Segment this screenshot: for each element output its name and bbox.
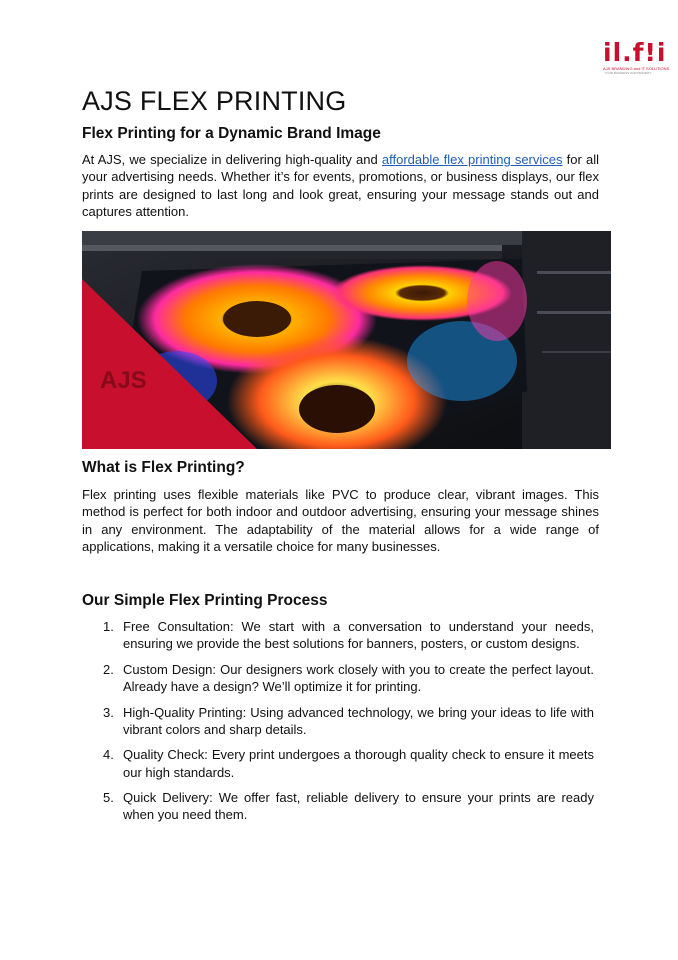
section-heading-what-is: What is Flex Printing? bbox=[82, 459, 245, 476]
list-item bbox=[82, 789, 594, 824]
page-title: AJS FLEX PRINTING bbox=[82, 86, 347, 116]
company-logo bbox=[603, 38, 670, 80]
hero-image-printer bbox=[82, 231, 611, 449]
list-item bbox=[82, 704, 594, 739]
hero-overlay-text: AJS bbox=[100, 367, 147, 394]
step-number: 4. bbox=[103, 747, 114, 763]
step-number: 3. bbox=[103, 704, 114, 720]
list-item bbox=[82, 618, 594, 653]
section-heading-dynamic-brand: Flex Printing for a Dynamic Brand Image bbox=[82, 125, 381, 142]
step-number: 5. bbox=[103, 790, 114, 806]
list-item bbox=[82, 746, 594, 781]
affordable-flex-printing-link[interactable]: affordable flex printing services bbox=[381, 152, 563, 167]
logo-mark: il.f!i bbox=[603, 38, 667, 67]
step-text: Custom Design: Our designers work closely with you to create the perfect layout. Already have a design? We’ll optimize it for printing. bbox=[123, 661, 594, 695]
step-text: Quick Delivery: We offer fast, reliable delivery to ensure your prints are ready when you need them. bbox=[123, 790, 594, 823]
list-item bbox=[82, 661, 594, 696]
intro-paragraph bbox=[82, 151, 599, 220]
step-text: High-Quality Printing: Using advanced technology, we bring your ideas to life with vibrant colors and sharp details. bbox=[123, 704, 594, 737]
printer-illustration bbox=[82, 231, 611, 449]
logo-subtagline: YOUR BUSINESS OUR PRIORITY bbox=[604, 71, 652, 75]
logo-tagline: AJS BRANDING and IT SOLUTIONS bbox=[603, 66, 670, 71]
what-is-paragraph: Flex printing uses flexible materials like PVC to produce clear, vibrant images. This method is perfect for both indoor and outdoor advertising, ensuring your message shines in any environment. The adaptability of the material allows for a wide range of applications, making it a versatile choice for many businesses. bbox=[82, 487, 599, 554]
step-text: Free Consultation: We start with a conversation to understand your needs, ensuring we provide the best solutions for banners, posters, or custom designs. bbox=[123, 619, 594, 652]
step-text: Quality Check: Every print undergoes a thorough quality check to ensure it meets our high standards. bbox=[123, 747, 594, 780]
step-number: 1. bbox=[103, 619, 114, 634]
section-heading-process: Our Simple Flex Printing Process bbox=[82, 592, 328, 609]
intro-text-end: for all your advertising needs. Whether it’s for events, promotions, or business displays, our flex prints are designed to last long and look great, ensuring your message stands out and captures attention. bbox=[82, 152, 600, 219]
step-number: 2. bbox=[103, 661, 114, 677]
intro-text-start: At AJS, we specialize in delivering high-quality and bbox=[82, 152, 382, 167]
process-steps-list bbox=[82, 618, 594, 832]
